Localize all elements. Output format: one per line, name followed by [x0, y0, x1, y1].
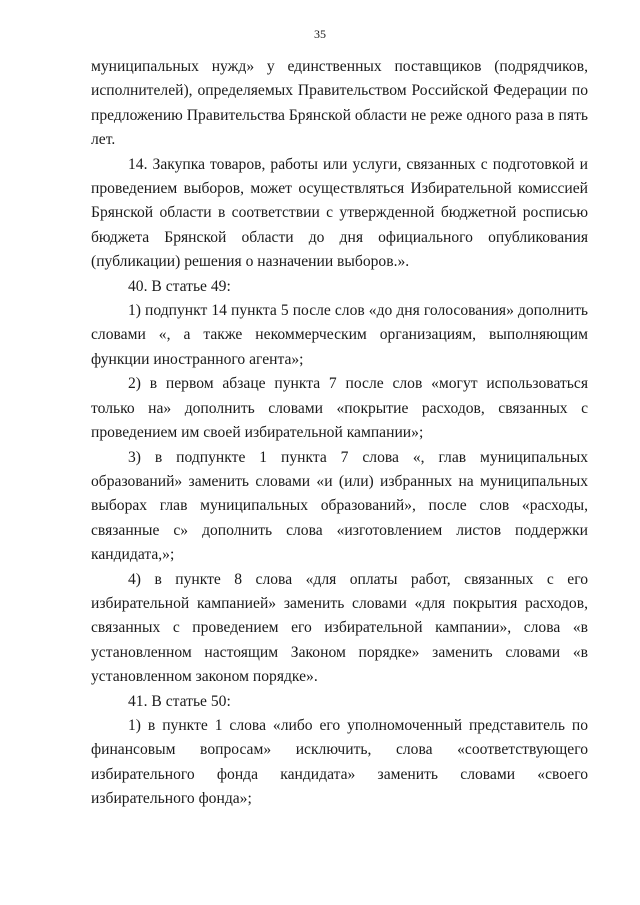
paragraph-item-40-3: 3) в подпункте 1 пункта 7 слова «, глав муниципальных образований» заменить словами «и (или) избранных на муниципальных выборах глав муниципальных образований», после слов «расходы, связанные с» дополнить слова «изготовлением листов поддержки кандидата,»;	[91, 448, 588, 564]
document-body	[91, 55, 588, 812]
paragraph-item-40-2: 2) в первом абзаце пункта 7 после слов «могут использоваться только на» дополнить словами «покрытие расходов, связанных с проведением им своей избирательной кампании»;	[91, 375, 588, 442]
paragraph-item-40-1: 1) подпункт 14 пункта 5 после слов «до дня голосования» дополнить словами «, а также некоммерческим организациям, выполняющим функции иностранного агента»;	[91, 302, 588, 368]
paragraph-item-14: 14. Закупка товаров, работы или услуги, связанных с подготовкой и проведением выборов, может осуществляться Избирательной комиссией Брянской области в соответствии с утвержденной бюджетной росписью бюджета Брянской области до дня официального опубликования (публикации) решения о назначении выборов.».	[91, 155, 588, 271]
paragraph-item-40: 40. В статье 49:	[128, 277, 231, 295]
page-number: 35	[314, 27, 326, 41]
paragraph-item-41-1: 1) в пункте 1 слова «либо его уполномоченный представитель по финансовым вопросам» исключить, слова «соответствующего избирательного фонда кандидата» заменить словами «своего избирательного фонда»;	[91, 716, 588, 808]
paragraph-item-40-4: 4) в пункте 8 слова «для оплаты работ, связанных с его избирательной кампанией» заменить словами «для покрытия расходов, связанных с проведением его избирательной кампании», слова «в установленном настоящим Законом порядке» заменить словами «в установленном законом порядке».	[91, 570, 588, 686]
paragraph-continued: муниципальных нужд» у единственных поставщиков (подрядчиков, исполнителей), определяемых Правительством Российской Федерации по предложению Правительства Брянской области не реже одного раза в пять лет.	[91, 58, 588, 149]
paragraph-item-41: 41. В статье 50:	[128, 692, 231, 710]
